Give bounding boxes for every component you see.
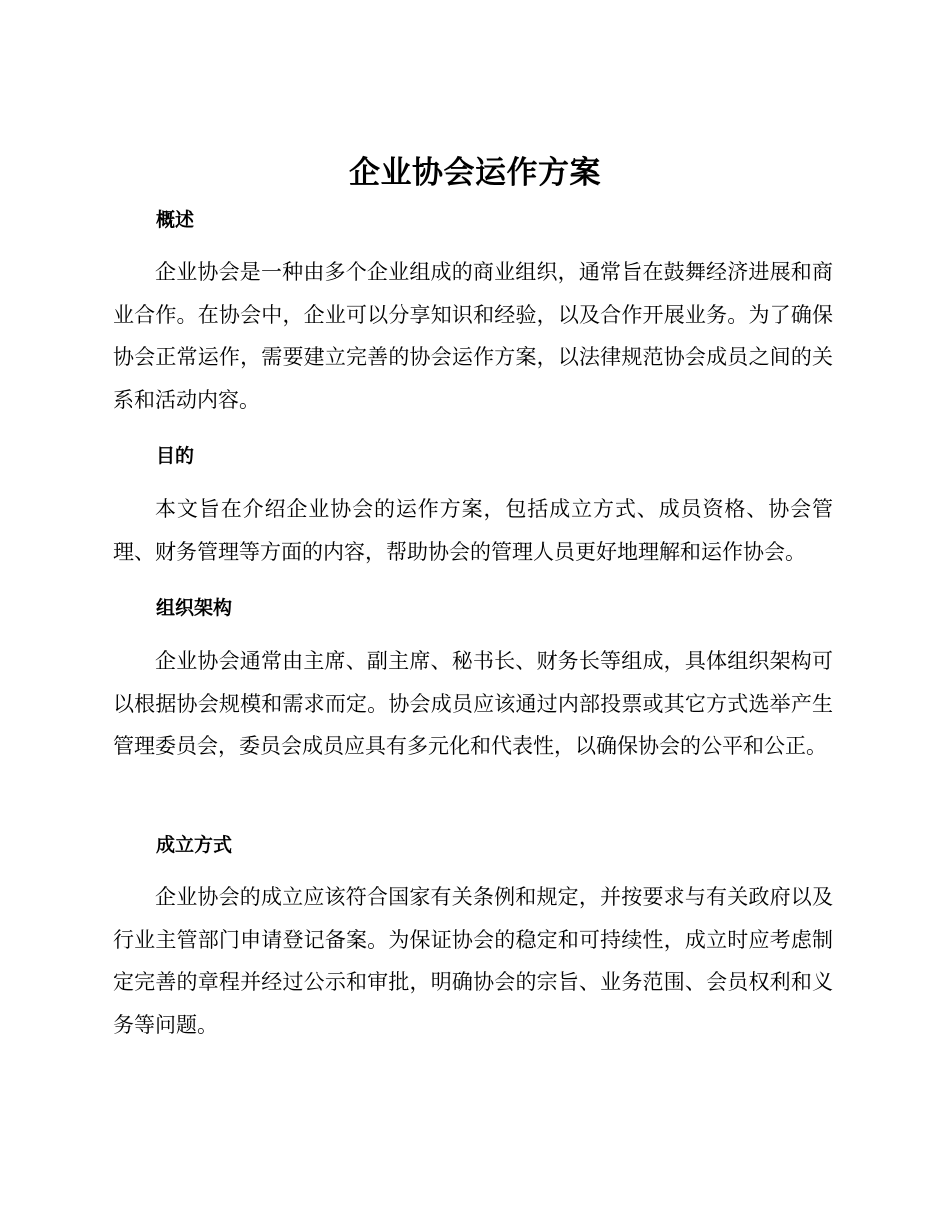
section-heading-overview: 概述 xyxy=(156,209,195,231)
section-heading-purpose: 目的 xyxy=(156,445,195,467)
section-body-organization: 企业协会通常由主席、副主席、秘书长、财务长等组成，具体组织架构可以根据协会规模和需求而定。协会成员应该通过内部投票或其它方式选举产生管理委员会，委员会成员应具有多元化和代表性，以确保协会的公平和公正。 xyxy=(113,649,833,758)
section-body-purpose: 本文旨在介绍企业协会的运作方案，包括成立方式、成员资格、协会管理、财务管理等方面的内容，帮助协会的管理人员更好地理解和运作协会。 xyxy=(113,497,833,564)
section-heading-founding: 成立方式 xyxy=(156,834,233,856)
section-body-founding: 企业协会的成立应该符合国家有关条例和规定，并按要求与有关政府以及行业主管部门申请登记备案。为保证协会的稳定和可持续性，成立时应考虑制定完善的章程并经过公示和审批，明确协会的宗旨、业务范围、会员权利和义务等问题。 xyxy=(113,885,833,1037)
section-heading-organization: 组织架构 xyxy=(156,597,233,619)
document-title: 企业协会运作方案 xyxy=(349,155,601,191)
section-body-overview: 企业协会是一种由多个企业组成的商业组织，通常旨在鼓舞经济进展和商业合作。在协会中，企业可以分享知识和经验，以及合作开展业务。为了确保协会正常运作，需要建立完善的协会运作方案，以法律规范协会成员之间的关系和活动内容。 xyxy=(113,260,833,412)
